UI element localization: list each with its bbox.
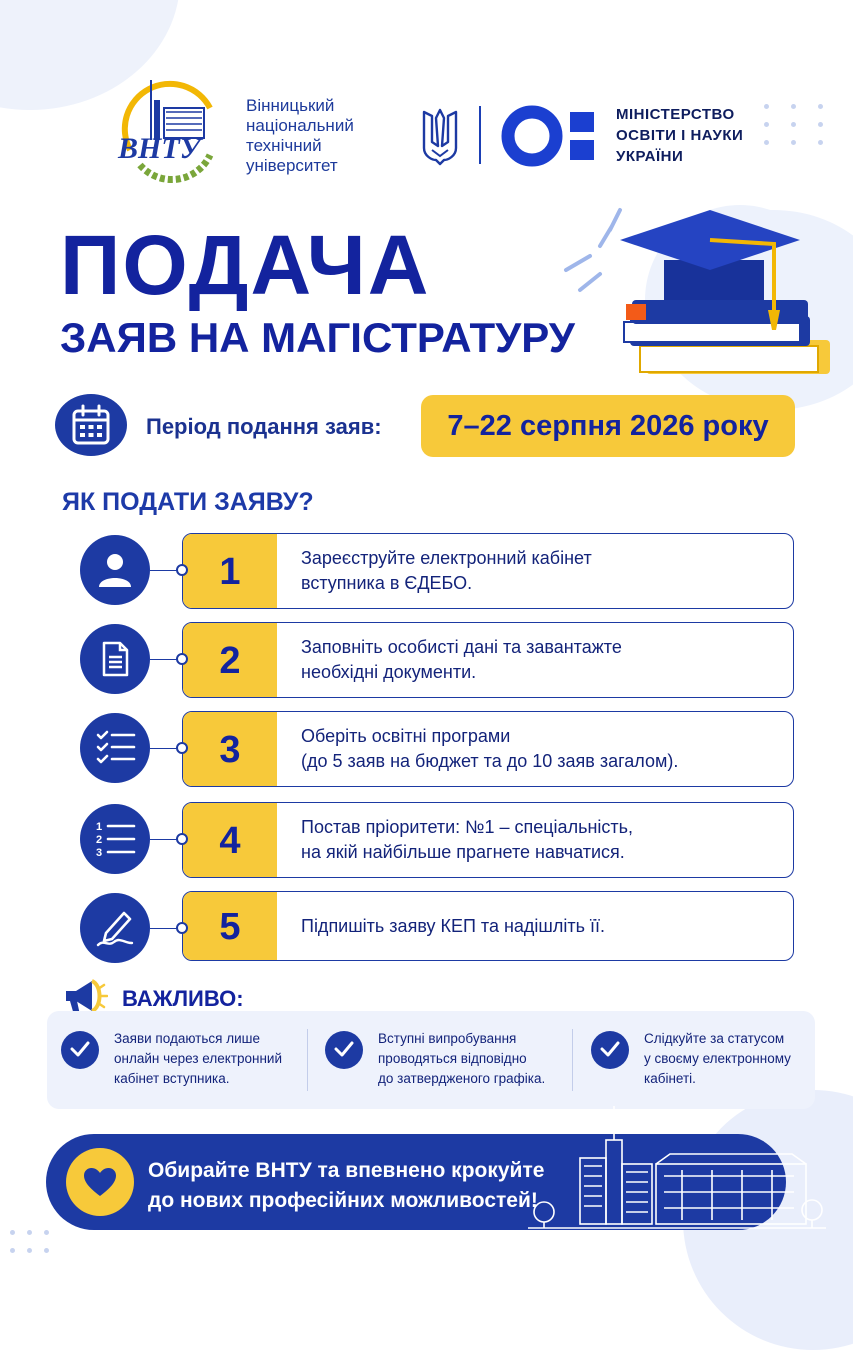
note-text-line: Слідкуйте за статусом	[644, 1031, 785, 1046]
ministry-name-line: МІНІСТЕРСТВО	[616, 106, 735, 123]
step-text	[301, 546, 781, 596]
step-connector-knob	[176, 833, 188, 845]
step-item	[80, 802, 795, 880]
note-text-line: у своєму електронному	[644, 1051, 791, 1066]
banner-text-line: до нових професійних можливостей!	[148, 1189, 538, 1212]
pen-icon	[80, 893, 150, 963]
check-icon	[591, 1031, 629, 1069]
how-to-apply-title: ЯК ПОДАТИ ЗАЯВУ?	[62, 488, 314, 516]
graduation-cap-books-illustration	[560, 200, 840, 400]
step-text-line: Зареєструйте електронний кабінет	[301, 548, 592, 568]
step-text-line: Оберіть освітні програми	[301, 726, 511, 746]
trident-icon	[418, 106, 462, 166]
check-icon	[325, 1031, 363, 1069]
svg-text:2: 2	[96, 834, 103, 846]
note-item	[47, 1029, 297, 1091]
step-card	[182, 622, 794, 698]
step-number: 4	[183, 803, 277, 877]
university-name-line: університет	[246, 156, 338, 175]
note-text	[378, 1029, 558, 1089]
step-text-line: необхідні документи.	[301, 662, 477, 682]
step-item	[80, 711, 795, 789]
step-connector-knob	[176, 564, 188, 576]
note-text-line: до затвердженого графіка.	[378, 1071, 546, 1086]
important-notes	[47, 1011, 815, 1109]
page-title: ПОДАЧА	[60, 218, 431, 312]
svg-text:3: 3	[96, 847, 103, 858]
step-number: 1	[183, 534, 277, 608]
step-text	[301, 914, 781, 939]
step-number: 3	[183, 712, 277, 786]
step-number: 5	[183, 892, 277, 960]
step-text	[301, 815, 781, 865]
svg-text:1: 1	[96, 821, 103, 833]
step-item	[80, 891, 795, 969]
university-name-line: технічний	[246, 136, 322, 155]
university-name-line: Вінницький	[246, 96, 335, 115]
note-item	[577, 1029, 827, 1091]
document-icon	[80, 624, 150, 694]
step-item	[80, 622, 795, 700]
ministry-name-line: УКРАЇНИ	[616, 148, 684, 165]
vntu-logo	[110, 70, 230, 190]
header	[0, 70, 853, 200]
step-text-line: (до 5 заяв на бюджет та до 10 заяв загалом).	[301, 751, 679, 771]
numbered-list-icon	[80, 804, 150, 874]
step-text-line: вступника в ЄДЕБО.	[301, 573, 473, 593]
step-text-line: Заповніть особисті дані та завантажте	[301, 637, 622, 657]
note-text-line: кабінеті.	[644, 1071, 696, 1086]
calendar-icon	[55, 394, 127, 456]
note-item	[311, 1029, 561, 1091]
university-name-line: національний	[246, 116, 354, 135]
step-text-line: Підпишіть заяву КЕП та надішліть її.	[301, 916, 605, 936]
campus-illustration	[522, 1100, 832, 1234]
step-card	[182, 533, 794, 609]
important-title: ВАЖЛИВО:	[122, 986, 244, 1011]
step-text-line: на якій найбільше прагнете навчатися.	[301, 842, 625, 862]
note-divider	[307, 1029, 308, 1091]
banner-text-line: Обирайте ВНТУ та впевнено крокуйте	[148, 1159, 545, 1182]
step-connector-knob	[176, 653, 188, 665]
note-divider	[572, 1029, 573, 1091]
decorative-dots-bottom-left	[10, 1230, 49, 1253]
period-dates: 7–22 серпня 2026 року	[447, 410, 769, 442]
application-period	[55, 392, 815, 458]
note-text-line: Заяви подаються лише	[114, 1031, 260, 1046]
period-label: Період подання заяв:	[146, 414, 382, 439]
step-card	[182, 802, 794, 878]
user-icon	[80, 535, 150, 605]
step-connector-knob	[176, 742, 188, 754]
note-text-line: кабінет вступника.	[114, 1071, 230, 1086]
ministry-logo	[500, 104, 600, 168]
note-text-line: Вступні випробування	[378, 1031, 517, 1046]
step-card	[182, 891, 794, 961]
note-text	[644, 1029, 824, 1089]
step-item	[80, 533, 795, 611]
note-text-line: онлайн через електронний	[114, 1051, 282, 1066]
step-text	[301, 635, 781, 685]
step-text	[301, 724, 781, 774]
checklist-icon	[80, 713, 150, 783]
step-number: 2	[183, 623, 277, 697]
note-text	[114, 1029, 294, 1089]
check-icon	[61, 1031, 99, 1069]
page-subtitle: ЗАЯВ НА МАГІСТРАТУРУ	[60, 314, 575, 361]
university-name	[246, 96, 386, 176]
note-text-line: проводяться відповідно	[378, 1051, 527, 1066]
ministry-name	[616, 104, 743, 167]
step-connector-knob	[176, 922, 188, 934]
banner-text	[148, 1156, 568, 1216]
period-dates-badge	[421, 395, 795, 457]
ministry-name-line: ОСВІТИ І НАУКИ	[616, 127, 744, 144]
step-text-line: Постав пріоритети: №1 – спеціальність,	[301, 817, 634, 837]
step-card	[182, 711, 794, 787]
heart-icon	[66, 1148, 134, 1216]
vntu-logo-text: ВНТУ	[118, 132, 201, 165]
header-divider	[479, 106, 481, 164]
